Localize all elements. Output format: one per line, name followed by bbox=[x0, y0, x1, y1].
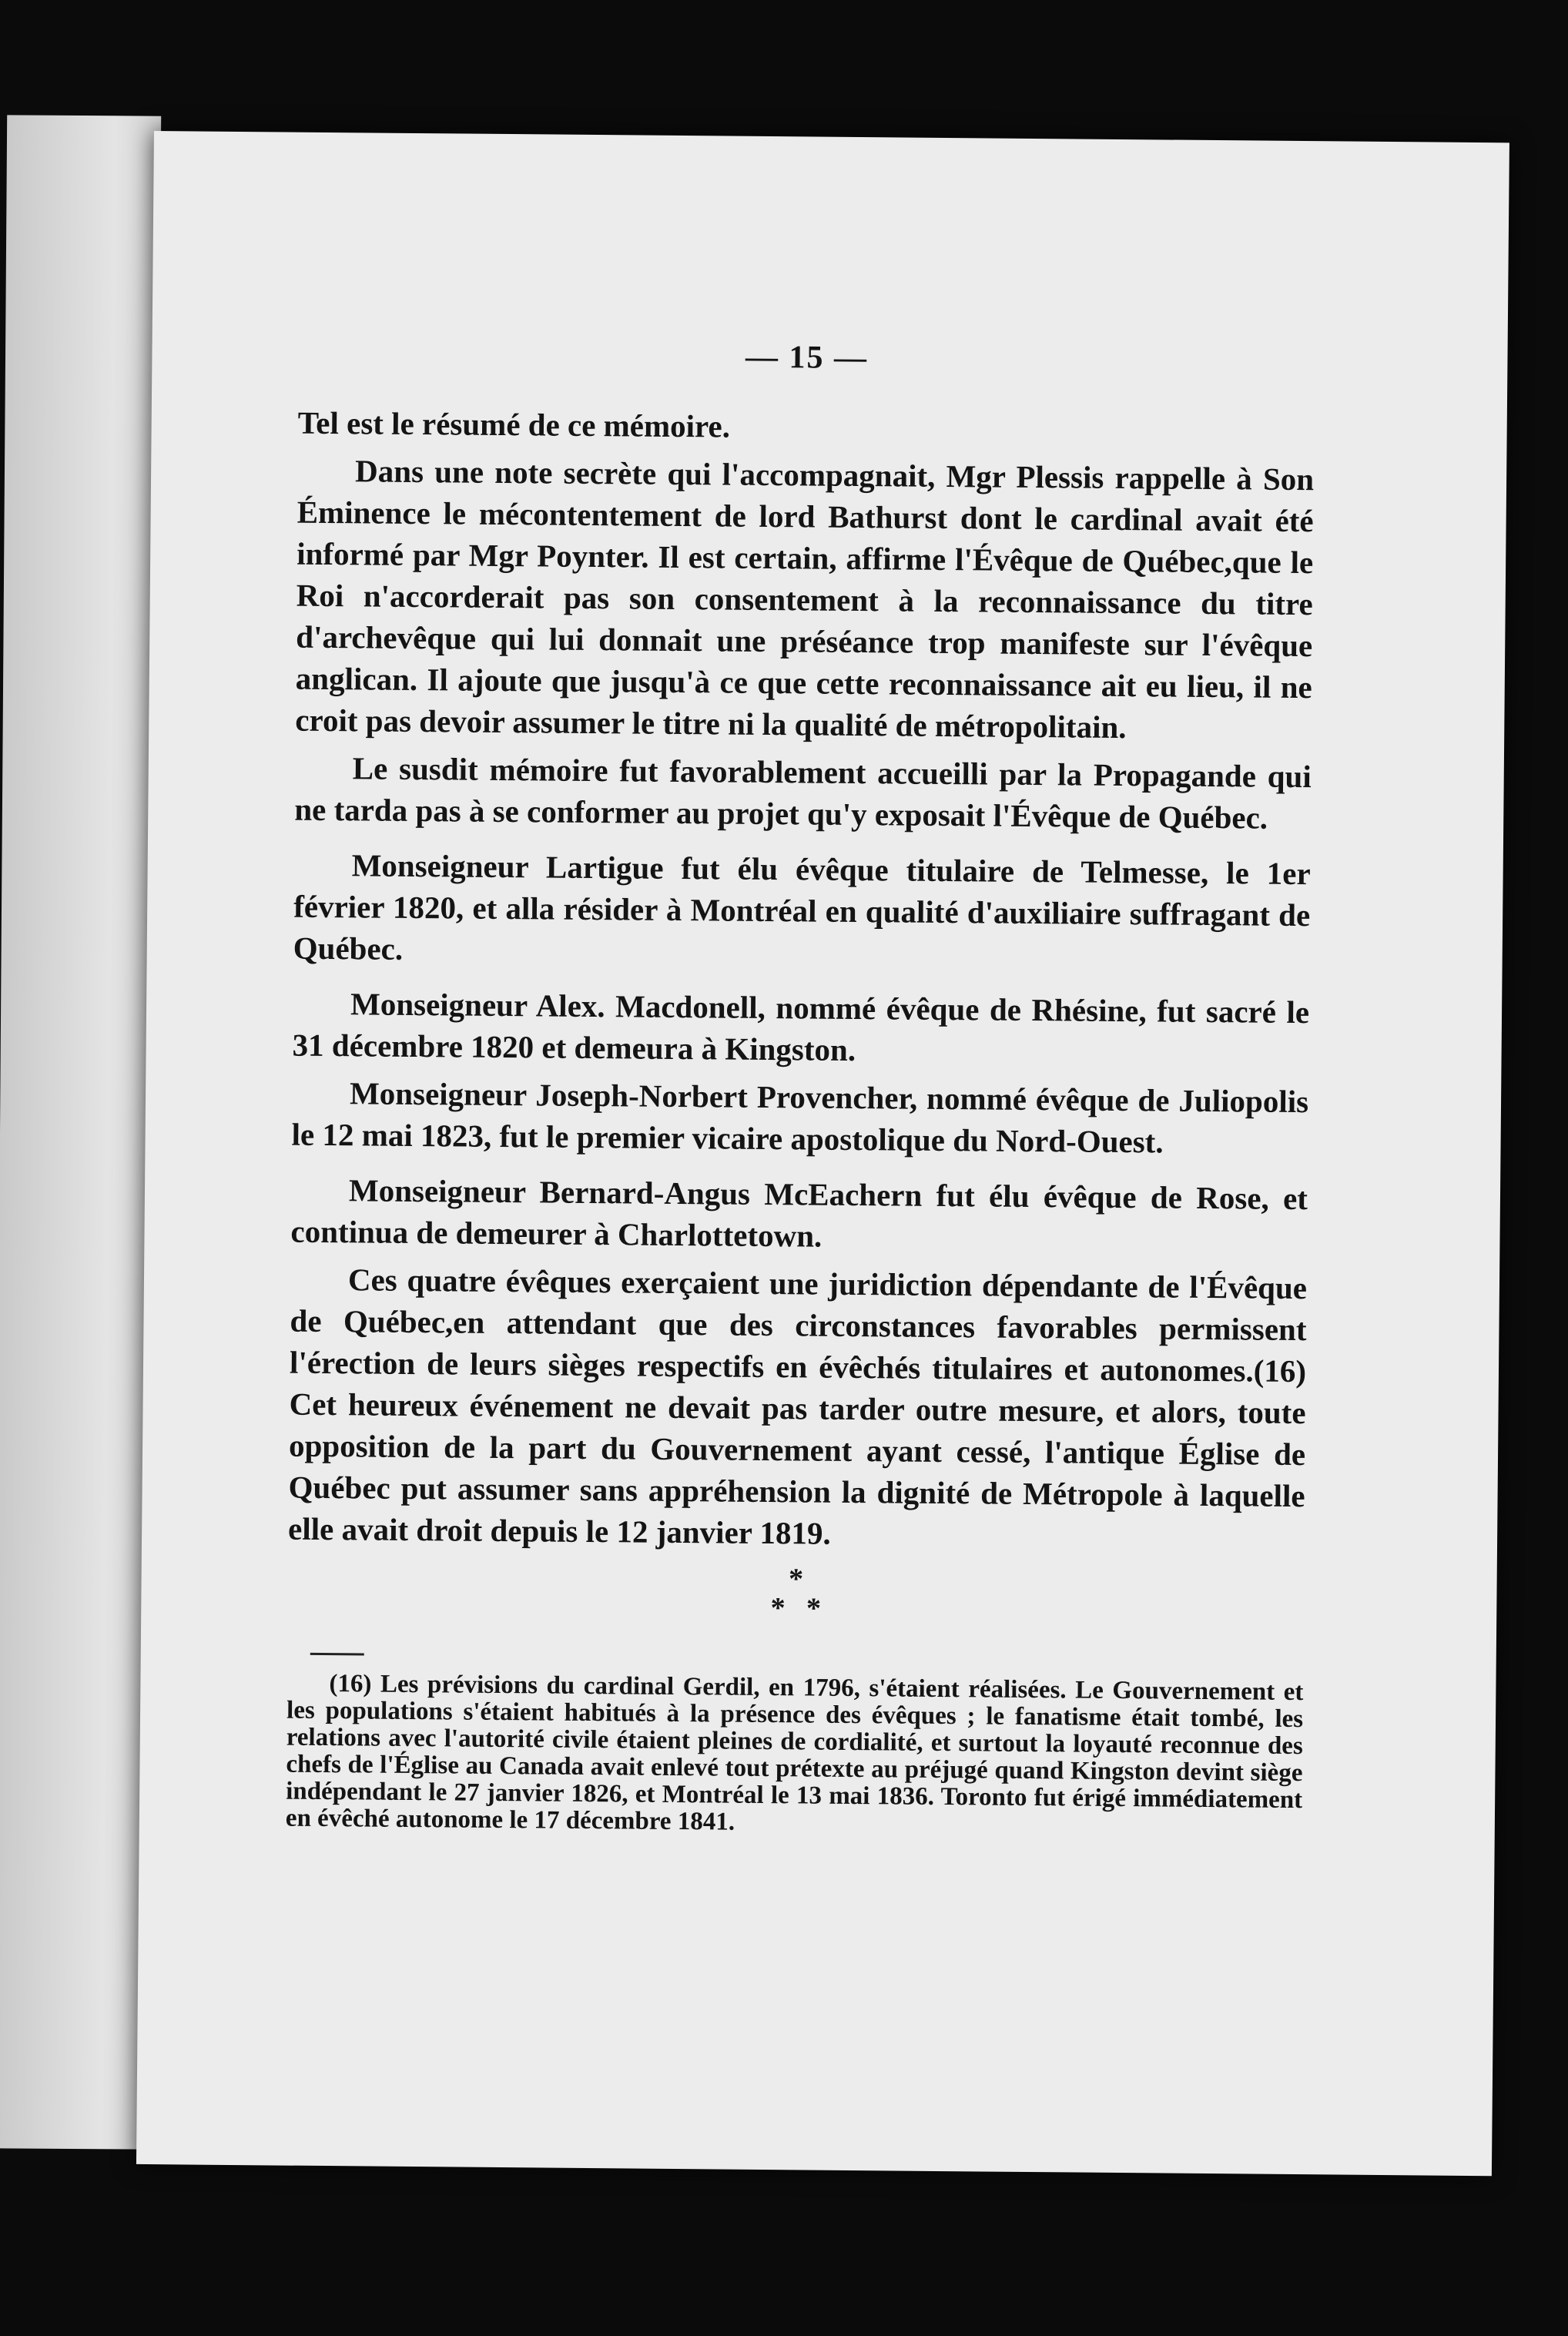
paragraph-lartigue: Monseigneur Lartigue fut élu évêque titulaire de Telmesse, le 1er février 1820, et alla résider à Montréal en qualité d'auxiliaire suffragant de Québec. bbox=[293, 847, 1311, 967]
footnote-16: (16) Les prévisions du cardinal Gerdil, en 1796, s'étaient réalisées. Le Gouvernement et les populations s'étaient habitués à la présence des évêques ; le fanatisme était tombé, les relations avec l'autorité civile étaient pleines de cordialité, et surtout la loyauté reconnue des chefs de l'Église au Canada avait enlevé tout prétexte au préjugé quand Kingston devint siège indépendant le 27 janvier 1826, et Montréal le 13 mai 1836. Toronto fut érigé immédiatement en évêché autonome le 17 décembre 1841. bbox=[285, 1670, 1304, 1836]
facing-page-edge bbox=[0, 115, 161, 2149]
page-content bbox=[286, 333, 1315, 1841]
page-number: — 15 — bbox=[745, 339, 869, 377]
footnote-rule bbox=[310, 1653, 364, 1656]
paragraph-summary: Tel est le résumé de ce mémoire. bbox=[297, 404, 731, 444]
section-separator bbox=[757, 1564, 835, 1624]
separator-stars-bottom: * * bbox=[770, 1592, 822, 1625]
paragraph-mceachern: Monseigneur Bernard-Angus McEachern fut élu évêque de Rose, et continua de demeurer à Charlottetown. bbox=[290, 1172, 1308, 1254]
separator-star-top: * bbox=[788, 1563, 804, 1596]
paragraph-provencher: Monseigneur Joseph-Norbert Provencher, nommé évêque de Juliopolis le 12 mai 1823, fut le premier vicaire apostolique du Nord-Ouest. bbox=[291, 1075, 1309, 1160]
paragraph-secret-note: Dans une note secrète qui l'accompagnait, Mgr Plessis rappelle à Son Éminence le mécontentement de lord Bathurst dont le cardinal avait été informé par Mgr Poynter. Il est certain, affirme l'Évêque de Québec,que le Roi n'accorderait pas son consentement à la reconnaissance du titre d'archevêque qui lui donnait une préséance trop manifeste sur l'évêque anglican. Il ajoute que jusqu'à ce que cette reconnaissance ait eu lieu, il ne croit pas devoir assumer le titre ni la qualité de métropolitain. bbox=[295, 453, 1315, 746]
paragraph-macdonell: Monseigneur Alex. Macdonell, nommé évêque de Rhésine, fut sacré le 31 décembre 1820 et demeura à Kingston. bbox=[292, 986, 1310, 1067]
book-page bbox=[136, 131, 1509, 2176]
paragraph-propaganda: Le susdit mémoire fut favorablement accueilli par la Propagande qui ne tarda pas à se conformer au projet qu'y exposait l'Évêque de Québec. bbox=[294, 750, 1312, 836]
paragraph-four-bishops: Ces quatre évêques exerçaient une juridiction dépendante de l'Évêque de Québec,en attendant que des circonstances favorables permissent l'érection de leurs sièges respectifs en évêchés titulaires et autonomes.(16) Cet heureux événement ne devait pas tarder outre mesure, et alors, toute opposition de la part du Gouvernement ayant cessé, l'antique Église de Québec put assumer sans appréhension la dignité de Métropole à laquelle elle avait droit depuis le 12 janvier 1819. bbox=[287, 1262, 1308, 1551]
